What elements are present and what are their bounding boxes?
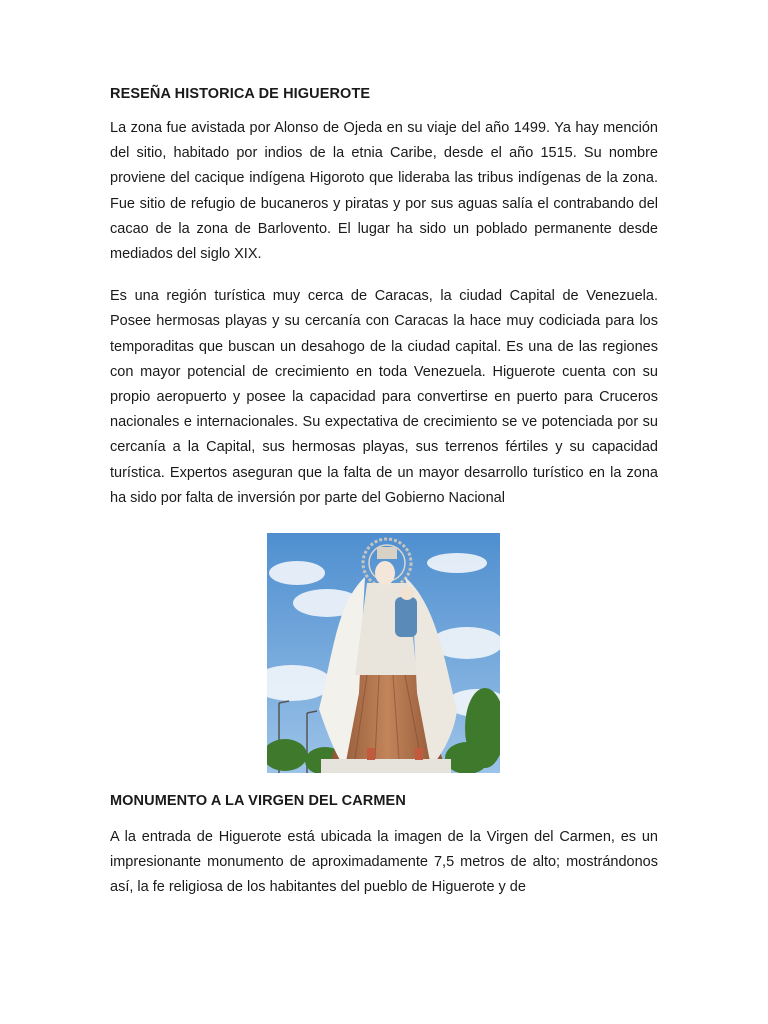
paragraph-monument: A la entrada de Higuerote está ubicada la imagen de la Virgen del Carmen, es un impresionante monumento de aproximadamente 7,5 metros de alto; mostrándonos así, la fe religiosa de los habitantes del pueblo de Higuerote y de <box>110 829 658 896</box>
section-title-resena: RESEÑA HISTORICA DE HIGUEROTE <box>110 86 371 102</box>
statue-child <box>395 597 417 637</box>
statue-photo <box>110 533 658 773</box>
paragraph-history: La zona fue avistada por Alonso de Ojeda en su viaje del año 1499. Ya hay mención del sitio, habitado por indios de la etnia Caribe, desde el año 1515. Su nombre proviene del cacique indígena Higoroto que lideraba las tribus indígenas de la zona. Fue sitio de refugio de bucaneros y piratas y por sus aguas salía el contrabando del cacao de la zona de Barlovento. El lugar ha sido un poblado permanente desde mediados del siglo XIX. <box>110 120 658 263</box>
statue-face <box>375 561 395 585</box>
section-title-monumento: MONUMENTO A LA VIRGEN DEL CARMEN <box>110 793 406 810</box>
statue-base <box>321 759 451 773</box>
statue-photo-image <box>267 533 500 773</box>
page-content <box>110 84 658 901</box>
paragraph-tourism: Es una región turística muy cerca de Caracas, la ciudad Capital de Venezuela. Posee hermosas playas y su cercanía con Caracas la hace muy codiciada para los temporaditas que buscan un desahogo de la ciudad capital. Es una de las regiones con mayor potencial de crecimiento en toda Venezuela. Higuerote cuenta con su propio aeropuerto y posee la capacidad para convertirse en puerto para Cruceros nacionales e internacionales. Su expectativa de crecimiento se ve potenciada por su cercanía a la Capital, sus hermosas playas, sus terrenos fértiles y su capacidad turística. Expertos aseguran que la falta de un mayor desarrollo turístico en la zona ha sido por falta de inversión por parte del Gobierno Nacional <box>110 288 658 506</box>
